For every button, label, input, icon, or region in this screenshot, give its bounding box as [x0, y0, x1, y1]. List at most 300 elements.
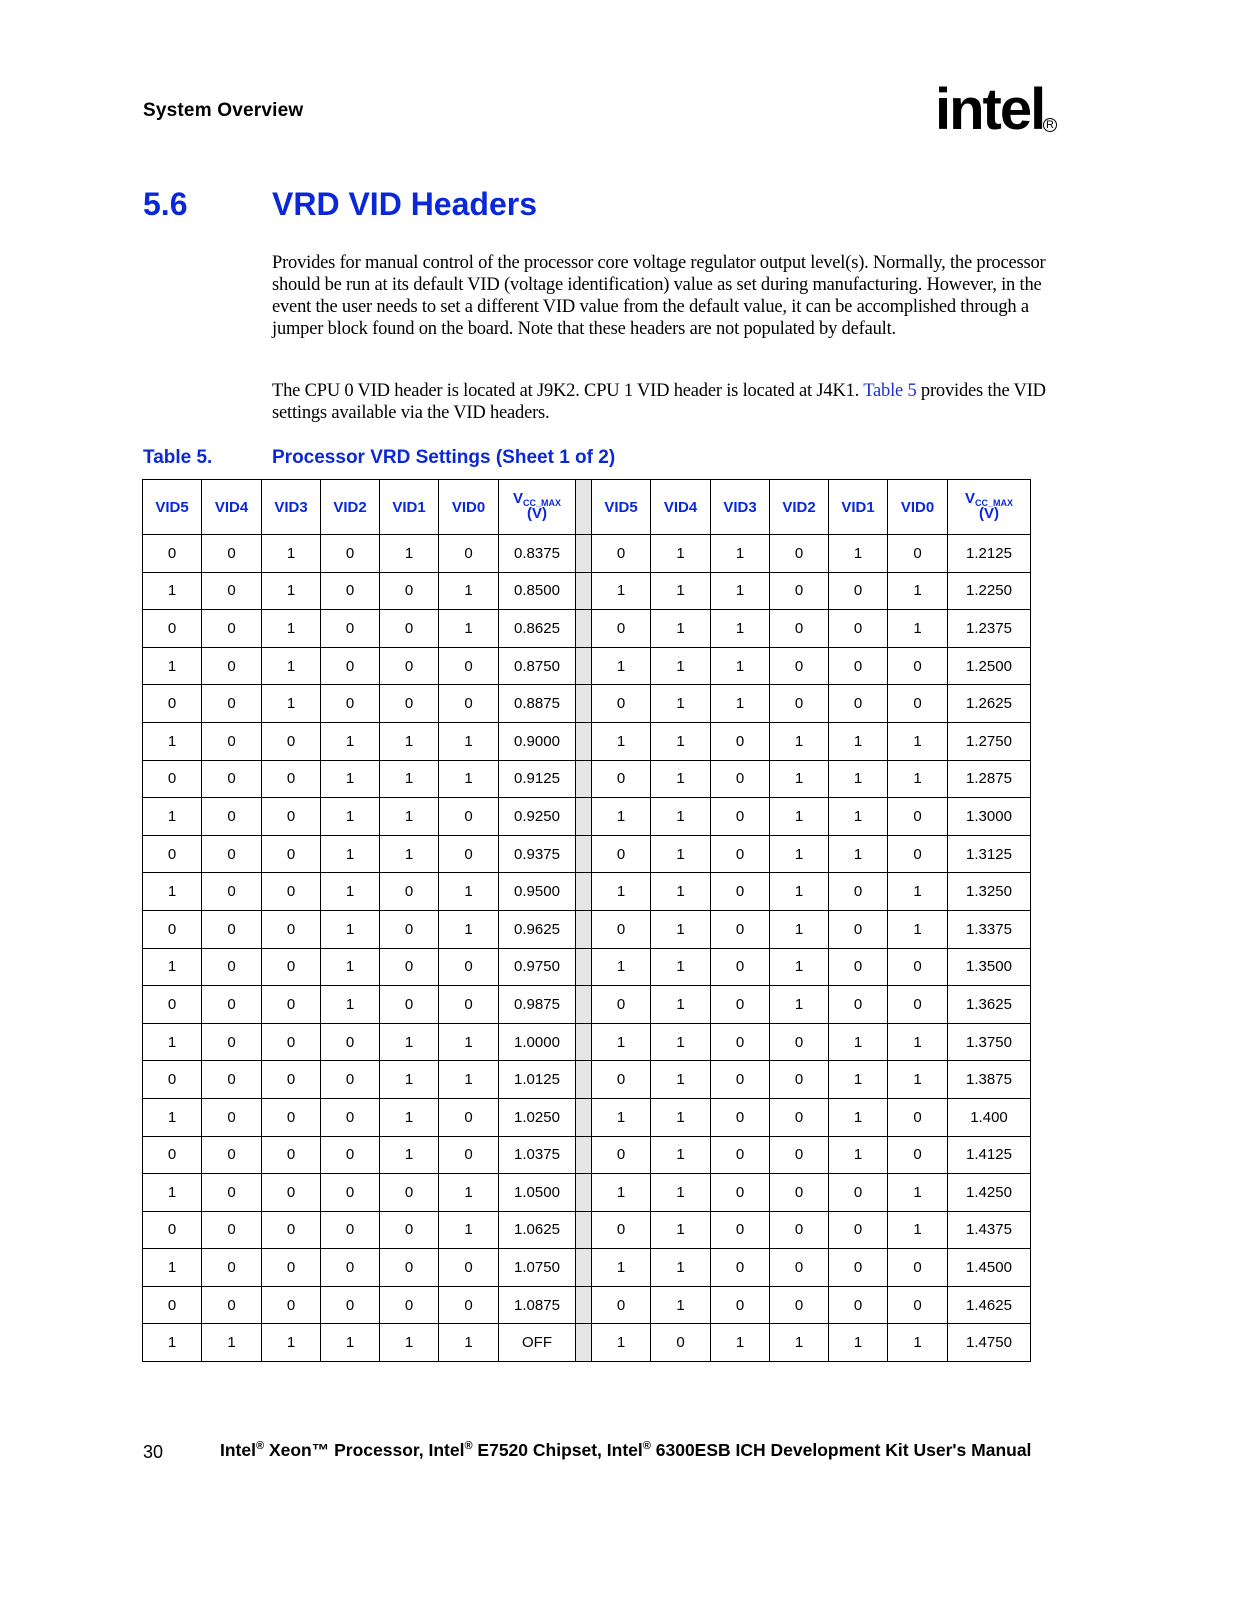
vid-bit-cell: 1 [439, 1324, 499, 1362]
vid-bit-cell: 0 [592, 610, 651, 648]
table-row [143, 1023, 1031, 1061]
vid-bit-cell: 1 [829, 535, 888, 573]
vid-bit-cell: 1 [651, 1174, 711, 1212]
vcc-value-cell: 1.0125 [499, 1061, 576, 1099]
vid-bit-cell: 0 [202, 798, 262, 836]
vid-bit-cell: 1 [651, 873, 711, 911]
vcc-value-cell: 0.8500 [499, 572, 576, 610]
vid-bit-cell: 1 [711, 535, 770, 573]
vid-bit-cell: 1 [380, 1324, 439, 1362]
vid-bit-cell: 0 [770, 610, 829, 648]
intel-logo [935, 78, 1065, 148]
table-row [143, 572, 1031, 610]
vid-bit-cell: 0 [321, 610, 380, 648]
vid-bit-cell: 0 [592, 685, 651, 723]
vid-bit-cell: 0 [888, 835, 948, 873]
vcc-value-cell: 1.0000 [499, 1023, 576, 1061]
vcc-value-cell: 1.4125 [948, 1136, 1031, 1174]
vcc-value-cell: OFF [499, 1324, 576, 1362]
vid-bit-cell: 1 [321, 798, 380, 836]
vid-bit-cell: 1 [888, 610, 948, 648]
vid-bit-cell: 1 [143, 1098, 202, 1136]
vid-bit-cell: 0 [202, 1023, 262, 1061]
vid-bit-cell: 0 [888, 1286, 948, 1324]
vcc-value-cell: 0.9875 [499, 986, 576, 1024]
vid-bit-cell: 0 [592, 986, 651, 1024]
vid-bit-cell: 1 [829, 722, 888, 760]
col-header-vid0: VID0 [439, 480, 499, 535]
vid-bit-cell: 0 [888, 986, 948, 1024]
vid-bit-cell: 1 [380, 760, 439, 798]
table-row [143, 1249, 1031, 1287]
vid-bit-cell: 0 [439, 948, 499, 986]
vid-bit-cell: 1 [592, 1324, 651, 1362]
vid-bit-cell: 1 [439, 1023, 499, 1061]
vid-bit-cell: 1 [143, 873, 202, 911]
vid-bit-cell: 1 [770, 910, 829, 948]
vid-bit-cell: 1 [143, 647, 202, 685]
column-separator [576, 1174, 592, 1212]
vid-bit-cell: 1 [439, 1174, 499, 1212]
vid-bit-cell: 0 [829, 1211, 888, 1249]
vid-bit-cell: 0 [439, 535, 499, 573]
vid-bit-cell: 0 [202, 610, 262, 648]
vcc-value-cell: 1.2125 [948, 535, 1031, 573]
table-header-row [143, 480, 1031, 535]
vid-bit-cell: 0 [711, 1023, 770, 1061]
col-header-vid4: VID4 [651, 480, 711, 535]
vid-bit-cell: 1 [321, 910, 380, 948]
vid-bit-cell: 1 [380, 1061, 439, 1099]
vcc-unit: (V) [979, 505, 999, 522]
vid-bit-cell: 0 [439, 685, 499, 723]
vid-bit-cell: 0 [711, 873, 770, 911]
table-row [143, 1324, 1031, 1362]
column-separator [576, 1061, 592, 1099]
vcc-value-cell: 1.3375 [948, 910, 1031, 948]
vid-bit-cell: 1 [770, 798, 829, 836]
vid-bit-cell: 1 [321, 873, 380, 911]
table-row [143, 610, 1031, 648]
vid-bit-cell: 0 [888, 1249, 948, 1287]
vid-bit-cell: 1 [651, 1136, 711, 1174]
vid-bit-cell: 0 [711, 1136, 770, 1174]
col-header-vid2: VID2 [321, 480, 380, 535]
vid-bit-cell: 1 [651, 1286, 711, 1324]
vcc-value-cell: 1.400 [948, 1098, 1031, 1136]
vcc-value-cell: 1.3625 [948, 986, 1031, 1024]
vid-bit-cell: 1 [439, 610, 499, 648]
table-row [143, 647, 1031, 685]
vcc-value-cell: 1.4250 [948, 1174, 1031, 1212]
vid-bit-cell: 1 [829, 1324, 888, 1362]
vid-bit-cell: 0 [202, 1249, 262, 1287]
vid-bit-cell: 1 [592, 1098, 651, 1136]
vid-bit-cell: 0 [202, 572, 262, 610]
vid-bit-cell: 0 [321, 572, 380, 610]
vid-bit-cell: 0 [888, 1136, 948, 1174]
vcc-value-cell: 0.9000 [499, 722, 576, 760]
vcc-value-cell: 0.9125 [499, 760, 576, 798]
location-text-before: The CPU 0 VID header is located at J9K2. CPU 1 VID header is located at J4K1. [272, 381, 864, 401]
table-row [143, 1286, 1031, 1324]
vid-bit-cell: 0 [711, 1098, 770, 1136]
vid-bit-cell: 0 [888, 1098, 948, 1136]
vid-bit-cell: 0 [143, 910, 202, 948]
vcc-value-cell: 0.9625 [499, 910, 576, 948]
col-header-vid0: VID0 [888, 480, 948, 535]
vid-bit-cell: 0 [262, 1098, 321, 1136]
vid-bit-cell: 1 [770, 835, 829, 873]
vid-bit-cell: 0 [711, 835, 770, 873]
vcc-value-cell: 0.9375 [499, 835, 576, 873]
vcc-value-cell: 0.8625 [499, 610, 576, 648]
col-header-vid2: VID2 [770, 480, 829, 535]
vid-bit-cell: 0 [262, 910, 321, 948]
table-row [143, 986, 1031, 1024]
vid-bit-cell: 1 [651, 1098, 711, 1136]
vid-bit-cell: 1 [592, 1023, 651, 1061]
vid-bit-cell: 1 [439, 873, 499, 911]
vid-bit-cell: 1 [888, 1211, 948, 1249]
vid-bit-cell: 0 [143, 1136, 202, 1174]
table-row [143, 722, 1031, 760]
vid-bit-cell: 0 [439, 1136, 499, 1174]
vcc-value-cell: 1.3875 [948, 1061, 1031, 1099]
vid-bit-cell: 0 [262, 760, 321, 798]
column-separator [576, 948, 592, 986]
table-row [143, 1211, 1031, 1249]
vcc-value-cell: 0.8875 [499, 685, 576, 723]
vid-bit-cell: 0 [202, 722, 262, 760]
footer-brand: Intel [428, 1440, 465, 1460]
vid-bit-cell: 0 [380, 572, 439, 610]
col-header-vcc-max [499, 480, 576, 535]
vid-bit-cell: 0 [592, 1286, 651, 1324]
vid-bit-cell: 1 [651, 647, 711, 685]
table-row [143, 1136, 1031, 1174]
vid-bit-cell: 0 [592, 910, 651, 948]
vid-bit-cell: 0 [592, 1061, 651, 1099]
vcc-value-cell: 1.4375 [948, 1211, 1031, 1249]
column-separator [576, 1249, 592, 1287]
vid-bit-cell: 0 [829, 873, 888, 911]
vid-bit-cell: 1 [651, 1211, 711, 1249]
vid-bit-cell: 0 [711, 1249, 770, 1287]
vid-bit-cell: 1 [380, 1098, 439, 1136]
footer-reg: ® [255, 1440, 265, 1453]
vcc-value-cell: 1.0250 [499, 1098, 576, 1136]
vid-bit-cell: 0 [380, 1211, 439, 1249]
vid-bit-cell: 0 [651, 1324, 711, 1362]
vid-bit-cell: 1 [439, 722, 499, 760]
vid-bit-cell: 1 [651, 910, 711, 948]
vid-bit-cell: 0 [143, 1061, 202, 1099]
vid-bit-cell: 0 [770, 647, 829, 685]
vid-bit-cell: 0 [143, 610, 202, 648]
vid-bit-cell: 1 [262, 572, 321, 610]
vid-bit-cell: 0 [829, 572, 888, 610]
vid-bit-cell: 1 [651, 1249, 711, 1287]
table-row [143, 685, 1031, 723]
vid-bit-cell: 0 [592, 535, 651, 573]
vid-bit-cell: 1 [202, 1324, 262, 1362]
column-separator [576, 873, 592, 911]
table-row [143, 948, 1031, 986]
vcc-value-cell: 1.3125 [948, 835, 1031, 873]
vcc-value-cell: 1.2750 [948, 722, 1031, 760]
vid-bit-cell: 1 [439, 1061, 499, 1099]
vid-bit-cell: 1 [651, 986, 711, 1024]
vid-bit-cell: 0 [592, 1136, 651, 1174]
vid-bit-cell: 1 [592, 722, 651, 760]
vid-bit-cell: 0 [770, 1249, 829, 1287]
vid-bit-cell: 0 [711, 948, 770, 986]
vid-bit-cell: 1 [770, 948, 829, 986]
vid-bit-cell: 0 [143, 685, 202, 723]
column-separator [576, 798, 592, 836]
vid-bit-cell: 0 [770, 685, 829, 723]
footer-brand: Intel [606, 1440, 643, 1460]
vid-bit-cell: 1 [711, 685, 770, 723]
column-separator [576, 1324, 592, 1362]
vid-bit-cell: 0 [262, 1249, 321, 1287]
vid-bit-cell: 1 [262, 647, 321, 685]
column-separator [576, 647, 592, 685]
col-header-vid5: VID5 [592, 480, 651, 535]
vid-bit-cell: 1 [888, 910, 948, 948]
column-separator [576, 610, 592, 648]
section-number: 5.6 [143, 186, 188, 222]
vid-bit-cell: 1 [143, 948, 202, 986]
vid-bit-cell: 1 [143, 1249, 202, 1287]
vcc-subscript: CC_MAX [523, 498, 562, 508]
vid-bit-cell: 0 [711, 1211, 770, 1249]
vcc-value-cell: 0.9750 [499, 948, 576, 986]
column-separator [576, 1286, 592, 1324]
vid-bit-cell: 0 [202, 1286, 262, 1324]
vid-bit-cell: 1 [439, 760, 499, 798]
vid-bit-cell: 1 [439, 910, 499, 948]
table-row [143, 1174, 1031, 1212]
vid-bit-cell: 1 [651, 798, 711, 836]
column-separator [576, 572, 592, 610]
vid-bit-cell: 0 [262, 1211, 321, 1249]
vid-bit-cell: 0 [380, 685, 439, 723]
vid-bit-cell: 0 [262, 948, 321, 986]
column-separator [576, 760, 592, 798]
vid-bit-cell: 0 [202, 1211, 262, 1249]
vcc-value-cell: 0.9500 [499, 873, 576, 911]
vid-bit-cell: 0 [711, 1286, 770, 1324]
vid-bit-cell: 1 [321, 835, 380, 873]
section-title: VRD VID Headers [272, 186, 537, 222]
vid-bit-cell: 1 [770, 873, 829, 911]
vid-bit-cell: 0 [711, 1174, 770, 1212]
vcc-value-cell: 0.8375 [499, 535, 576, 573]
vid-bit-cell: 0 [829, 685, 888, 723]
vid-bit-cell: 0 [321, 1061, 380, 1099]
vid-bit-cell: 0 [711, 798, 770, 836]
table-row [143, 760, 1031, 798]
vid-bit-cell: 0 [829, 910, 888, 948]
column-separator [576, 1023, 592, 1061]
vid-bit-cell: 0 [829, 948, 888, 986]
vid-bit-cell: 0 [143, 760, 202, 798]
vcc-value-cell: 0.8750 [499, 647, 576, 685]
table-caption-number: Table 5. [143, 447, 213, 468]
vid-bit-cell: 1 [321, 986, 380, 1024]
vid-bit-cell: 1 [888, 1023, 948, 1061]
vid-bit-cell: 0 [202, 1098, 262, 1136]
vid-bit-cell: 0 [380, 610, 439, 648]
column-separator [576, 535, 592, 573]
vid-bit-cell: 0 [829, 647, 888, 685]
vid-bit-cell: 0 [143, 835, 202, 873]
vid-bit-cell: 1 [380, 835, 439, 873]
vid-bit-cell: 1 [770, 986, 829, 1024]
vid-bit-cell: 0 [202, 910, 262, 948]
vcc-unit: (V) [527, 505, 547, 522]
vid-bit-cell: 0 [592, 835, 651, 873]
vid-bit-cell: 0 [711, 760, 770, 798]
vid-bit-cell: 0 [888, 948, 948, 986]
vid-bit-cell: 0 [143, 986, 202, 1024]
footer-brand: Intel [220, 1440, 256, 1460]
vid-bit-cell: 1 [829, 760, 888, 798]
vid-bit-cell: 1 [829, 1023, 888, 1061]
vid-bit-cell: 0 [770, 1098, 829, 1136]
col-header-vid3: VID3 [262, 480, 321, 535]
vid-bit-cell: 0 [829, 1286, 888, 1324]
vid-bit-cell: 0 [321, 1174, 380, 1212]
vid-bit-cell: 1 [888, 722, 948, 760]
vid-bit-cell: 0 [321, 685, 380, 723]
vid-bit-cell: 0 [439, 1249, 499, 1287]
vid-bit-cell: 0 [321, 1023, 380, 1061]
table-caption-title: Processor VRD Settings (Sheet 1 of 2) [272, 447, 616, 468]
col-header-vid1: VID1 [829, 480, 888, 535]
vid-bit-cell: 0 [143, 535, 202, 573]
vid-bit-cell: 1 [143, 798, 202, 836]
vid-bit-cell: 0 [202, 647, 262, 685]
column-separator [576, 1136, 592, 1174]
vcc-value-cell: 1.0625 [499, 1211, 576, 1249]
vid-bit-cell: 0 [380, 948, 439, 986]
vcc-value-cell: 1.2500 [948, 647, 1031, 685]
vid-bit-cell: 0 [770, 535, 829, 573]
vid-bit-cell: 0 [380, 873, 439, 911]
vid-bit-cell: 0 [202, 1061, 262, 1099]
vcc-value-cell: 1.3750 [948, 1023, 1031, 1061]
table-row [143, 910, 1031, 948]
table-5-link[interactable]: Table 5 [863, 381, 917, 401]
vid-bit-cell: 1 [439, 572, 499, 610]
vid-bit-cell: 1 [380, 722, 439, 760]
vid-bit-cell: 0 [380, 1286, 439, 1324]
vid-bit-cell: 0 [262, 1136, 321, 1174]
vid-bit-cell: 1 [262, 685, 321, 723]
vid-bit-cell: 1 [143, 1174, 202, 1212]
vid-bit-cell: 0 [439, 798, 499, 836]
vid-bit-cell: 0 [770, 1286, 829, 1324]
column-separator [576, 480, 592, 535]
vid-bit-cell: 0 [770, 1136, 829, 1174]
location-paragraph [272, 380, 1062, 424]
vid-bit-cell: 1 [829, 835, 888, 873]
vid-bit-cell: 0 [380, 1249, 439, 1287]
footer-title [220, 1440, 1031, 1461]
footer-text: Xeon™ Processor, [264, 1440, 429, 1460]
vid-bit-cell: 1 [380, 1023, 439, 1061]
vcc-value-cell: 1.4500 [948, 1249, 1031, 1287]
vid-bit-cell: 1 [592, 948, 651, 986]
vid-bit-cell: 1 [321, 948, 380, 986]
vid-bit-cell: 0 [321, 1098, 380, 1136]
vid-bit-cell: 0 [380, 647, 439, 685]
vid-bit-cell: 1 [380, 798, 439, 836]
vid-bit-cell: 0 [888, 647, 948, 685]
col-header-vid4: VID4 [202, 480, 262, 535]
vcc-subscript: CC_MAX [975, 498, 1014, 508]
running-header: System Overview [143, 100, 304, 121]
vid-bit-cell: 0 [770, 1211, 829, 1249]
vid-bit-cell: 0 [439, 986, 499, 1024]
vid-bit-cell: 0 [829, 1174, 888, 1212]
vid-bit-cell: 0 [262, 873, 321, 911]
table-row [143, 1061, 1031, 1099]
vid-bit-cell: 0 [202, 685, 262, 723]
column-separator [576, 835, 592, 873]
vid-bit-cell: 1 [380, 1136, 439, 1174]
vcc-value-cell: 1.2625 [948, 685, 1031, 723]
vid-bit-cell: 0 [202, 948, 262, 986]
vcc-value-cell: 1.3250 [948, 873, 1031, 911]
vid-bit-cell: 1 [321, 722, 380, 760]
vid-bit-cell: 1 [888, 572, 948, 610]
vid-bit-cell: 0 [829, 610, 888, 648]
vid-bit-cell: 0 [439, 1098, 499, 1136]
vid-bit-cell: 0 [592, 1211, 651, 1249]
col-header-vcc-max [948, 480, 1031, 535]
registered-mark: R [1043, 118, 1057, 132]
vid-bit-cell: 0 [202, 1136, 262, 1174]
col-header-vid5: VID5 [143, 480, 202, 535]
vid-bit-cell: 1 [651, 760, 711, 798]
vid-bit-cell: 1 [143, 572, 202, 610]
vid-bit-cell: 0 [439, 647, 499, 685]
vid-bit-cell: 0 [770, 1023, 829, 1061]
vcc-value-cell: 1.2375 [948, 610, 1031, 648]
vid-bit-cell: 1 [711, 647, 770, 685]
vid-bit-cell: 1 [439, 1211, 499, 1249]
column-separator [576, 1211, 592, 1249]
vid-bit-cell: 1 [143, 722, 202, 760]
vid-bit-cell: 1 [888, 873, 948, 911]
location-text-after: provides the VID settings available via the VID headers. [272, 381, 1046, 423]
footer-text: E7520 Chipset, [472, 1440, 607, 1460]
vid-bit-cell: 0 [439, 1286, 499, 1324]
vid-bit-cell: 0 [380, 910, 439, 948]
vcc-symbol: V [512, 490, 523, 507]
vid-bit-cell: 1 [651, 722, 711, 760]
vid-bit-cell: 0 [262, 1174, 321, 1212]
vid-bit-cell: 1 [770, 1324, 829, 1362]
vid-bit-cell: 0 [262, 986, 321, 1024]
vid-bit-cell: 0 [262, 835, 321, 873]
vid-bit-cell: 1 [829, 798, 888, 836]
vid-bit-cell: 0 [770, 572, 829, 610]
